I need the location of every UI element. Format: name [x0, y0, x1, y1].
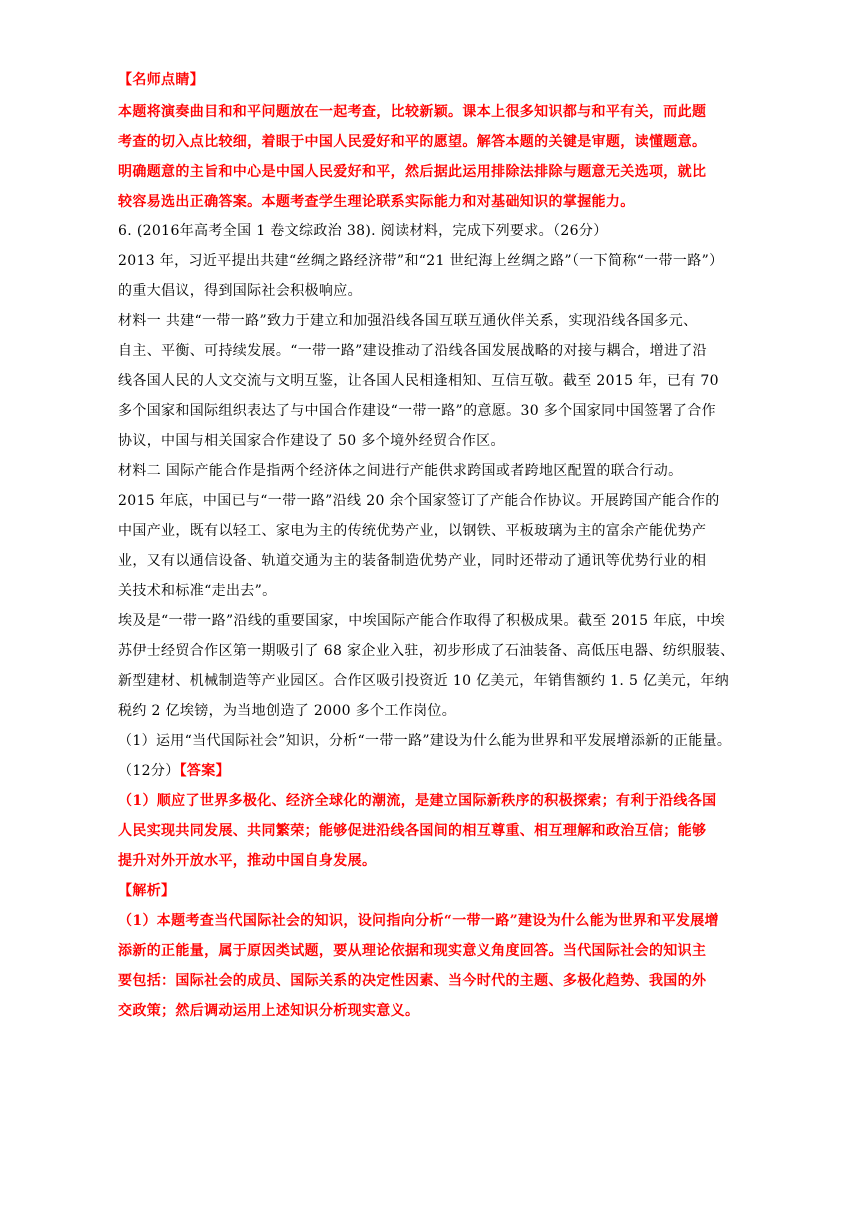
material1-line: 协议，中国与相关国家合作建设了 50 多个境外经贸合作区。	[118, 433, 505, 449]
material2-line: 业，又有以通信设备、轨道交通为主的装备制造优势产业，同时还带动了通讯等优势行业的相	[118, 553, 707, 569]
material2-line: 材料二 国际产能合作是指两个经济体之间进行产能供求跨国或者跨地区配置的联合行动。	[118, 463, 683, 479]
tip-line: 考查的切入点比较细，着眼于中国人民爱好和平的愿望。解答本题的关键是审题，读懂题意。	[118, 134, 707, 150]
analysis-line: 添新的正能量，属于原因类试题，要从理论依据和现实意义角度回答。当代国际社会的知识主	[118, 943, 707, 959]
material1-line: 多个国家和国际组织表达了与中国合作建设“一带一路”的意愿。30 多个国家同中国签署了合作	[118, 403, 716, 419]
tip-line: 较容易选出正确答案。本题考查学生理论联系实际能力和对基础知识的掌握能力。	[118, 194, 635, 210]
answer-line: 提升对外开放水平，推动中国自身发展。	[118, 853, 377, 869]
material2-line: 关技术和标准“走出去”。	[118, 583, 277, 599]
intro-line: 2013 年，习近平提出共建“丝绸之路经济带”和“21 世纪海上丝绸之路”（一下简称“一带一路”）	[118, 253, 724, 269]
answer-line: 人民实现共同发展、共同繁荣；能够促进沿线各国间的相互尊重、相互理解和政治互信；能够	[118, 823, 707, 839]
analysis-line: 交政策；然后调动运用上述知识分析现实意义。	[118, 1003, 420, 1019]
egypt-line: 苏伊士经贸合作区第一期吸引了 68 家企业入驻，初步形成了石油装备、高低压电器、纺织服装、	[118, 643, 735, 659]
answer-line: （1）顺应了世界多极化、经济全球化的潮流，是建立国际新秩序的积极探索；有利于沿线各国	[118, 793, 717, 809]
material1-line: 材料一 共建“一带一路”致力于建立和加强沿线各国互联互通伙伴关系，实现沿线各国多元、	[118, 313, 698, 329]
analysis-heading: 【解析】	[118, 883, 176, 899]
sub-question: （1）运用“当代国际社会”知识，分析“一带一路”建设为什么能为世界和平发展增添新的正能量。	[118, 733, 732, 749]
answer-tag: 【答案】	[179, 763, 230, 779]
egypt-line: 税约 2 亿埃镑，为当地创造了 2000 多个工作岗位。	[118, 703, 457, 719]
egypt-line: 埃及是“一带一路”沿线的重要国家，中埃国际产能合作取得了积极成果。截至 2015 年底，中埃	[118, 613, 725, 629]
sub-question-points: （12分）	[118, 763, 180, 779]
sub-question-points-line	[118, 763, 746, 779]
question-header: 6. (2016年高考全国 1 卷文综政治 38). 阅读材料，完成下列要求。（26分）	[118, 223, 608, 239]
intro-line: 的重大倡议，得到国际社会积极响应。	[118, 283, 362, 299]
tip-heading: 【名师点睛】	[118, 72, 205, 88]
material2-line: 中国产业，既有以轻工、家电为主的传统优势产业，以钢铁、平板玻璃为主的富余产能优势产	[118, 523, 707, 539]
egypt-line: 新型建材、机械制造等产业园区。合作区吸引投资近 10 亿美元，年销售额约 1. 5 亿美元，年纳	[118, 673, 730, 689]
material1-line: 线各国人民的人文交流与文明互鉴，让各国人民相逢相知、互信互敬。截至 2015 年，已有 70	[118, 373, 719, 389]
document-page	[118, 72, 746, 1019]
material2-line: 2015 年底，中国已与“一带一路”沿线 20 余个国家签订了产能合作协议。开展跨国产能合作的	[118, 493, 720, 509]
analysis-line: （1）本题考查当代国际社会的知识，设问指向分析“一带一路”建设为什么能为世界和平发展增	[118, 913, 719, 929]
analysis-line: 要包括：国际社会的成员、国际关系的决定性因素、当今时代的主题、多极化趋势、我国的外	[118, 973, 707, 989]
material1-line: 自主、平衡、可持续发展。“一带一路”建设推动了沿线各国发展战略的对接与耦合，增进了沿	[118, 343, 708, 359]
tip-line: 明确题意的主旨和中心是中国人民爱好和平，然后据此运用排除法排除与题意无关选项，就比	[118, 164, 707, 180]
tip-line: 本题将演奏曲目和和平问题放在一起考查，比较新颖。课本上很多知识都与和平有关，而此题	[118, 104, 707, 120]
